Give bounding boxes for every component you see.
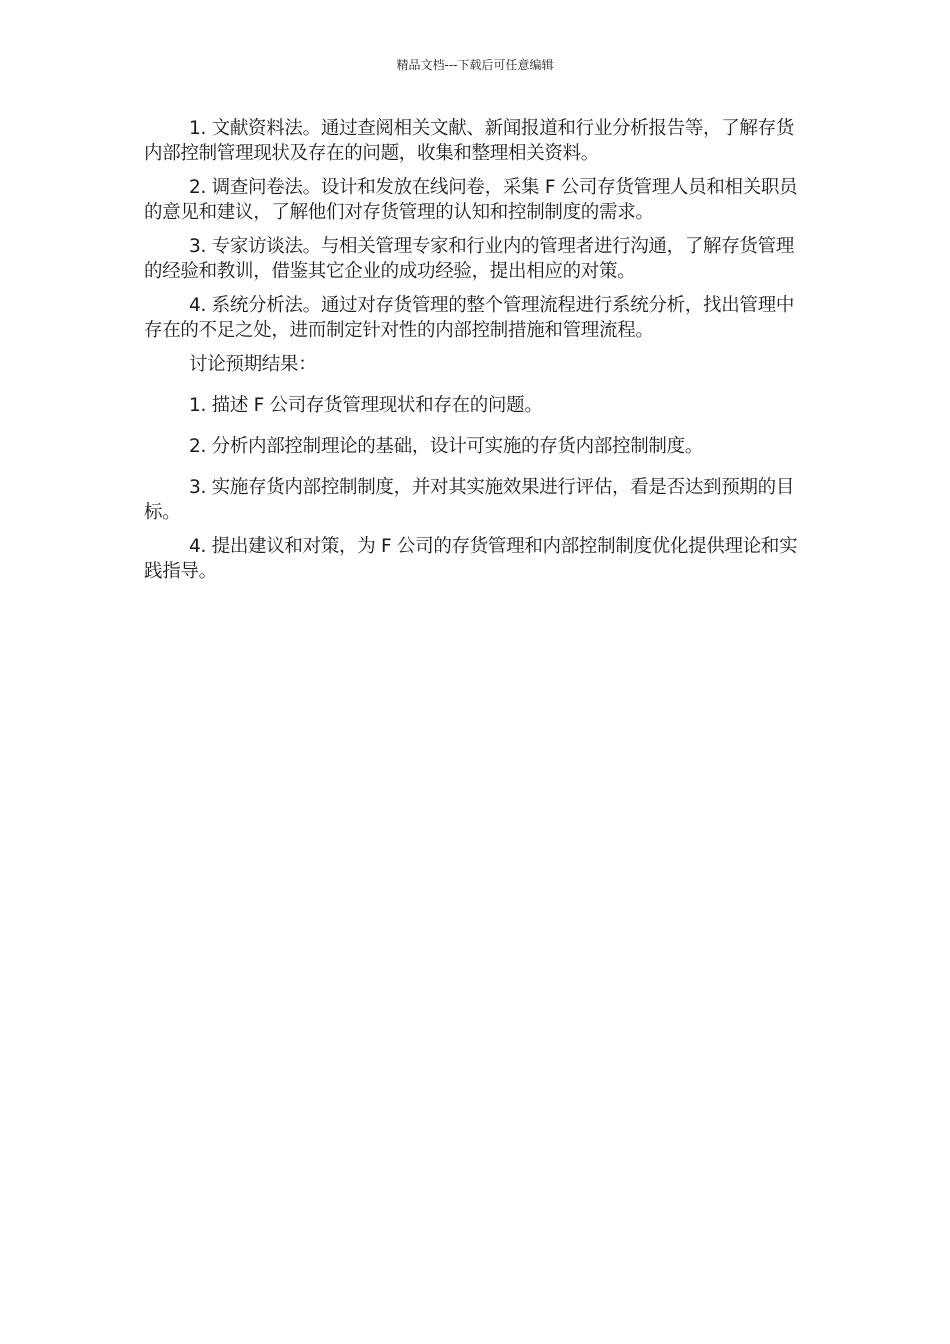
paragraph-method-literature: 1. 文献资料法。通过查阅相关文献、新闻报道和行业分析报告等，了解存货内部控制管理现状及存在的问题，收集和整理相关资料。 [144,118,795,164]
paragraph-result-describe: 1. 描述 F 公司存货管理现状和存在的问题。 [189,395,543,416]
paragraph-result-analyze: 2. 分析内部控制理论的基础，设计可实施的存货内部控制制度。 [189,436,704,457]
paragraph-method-system-analysis: 4. 系统分析法。通过对存货管理的整个管理流程进行系统分析，找出管理中存在的不足之处，进而制定针对性的内部控制措施和管理流程。 [144,295,795,341]
paragraph-result-implement: 3. 实施存货内部控制制度，并对其实施效果进行评估，看是否达到预期的目标。 [144,477,795,523]
page-header: 精品文档---下载后可任意编辑 [396,58,554,72]
paragraph-result-suggest: 4. 提出建议和对策，为 F 公司的存货管理和内部控制制度优化提供理论和实践指导。 [144,536,798,582]
paragraph-method-interview: 3. 专家访谈法。与相关管理专家和行业内的管理者进行沟通，了解存货管理的经验和教训，借鉴其它企业的成功经验，提出相应的对策。 [144,236,795,282]
paragraph-expected-results-heading: 讨论预期结果： [189,354,317,375]
paragraph-method-survey: 2. 调查问卷法。设计和发放在线问卷，采集 F 公司存货管理人员和相关职员的意见和建议，了解他们对存货管理的认知和控制制度的需求。 [144,177,798,223]
document-body [144,116,804,593]
